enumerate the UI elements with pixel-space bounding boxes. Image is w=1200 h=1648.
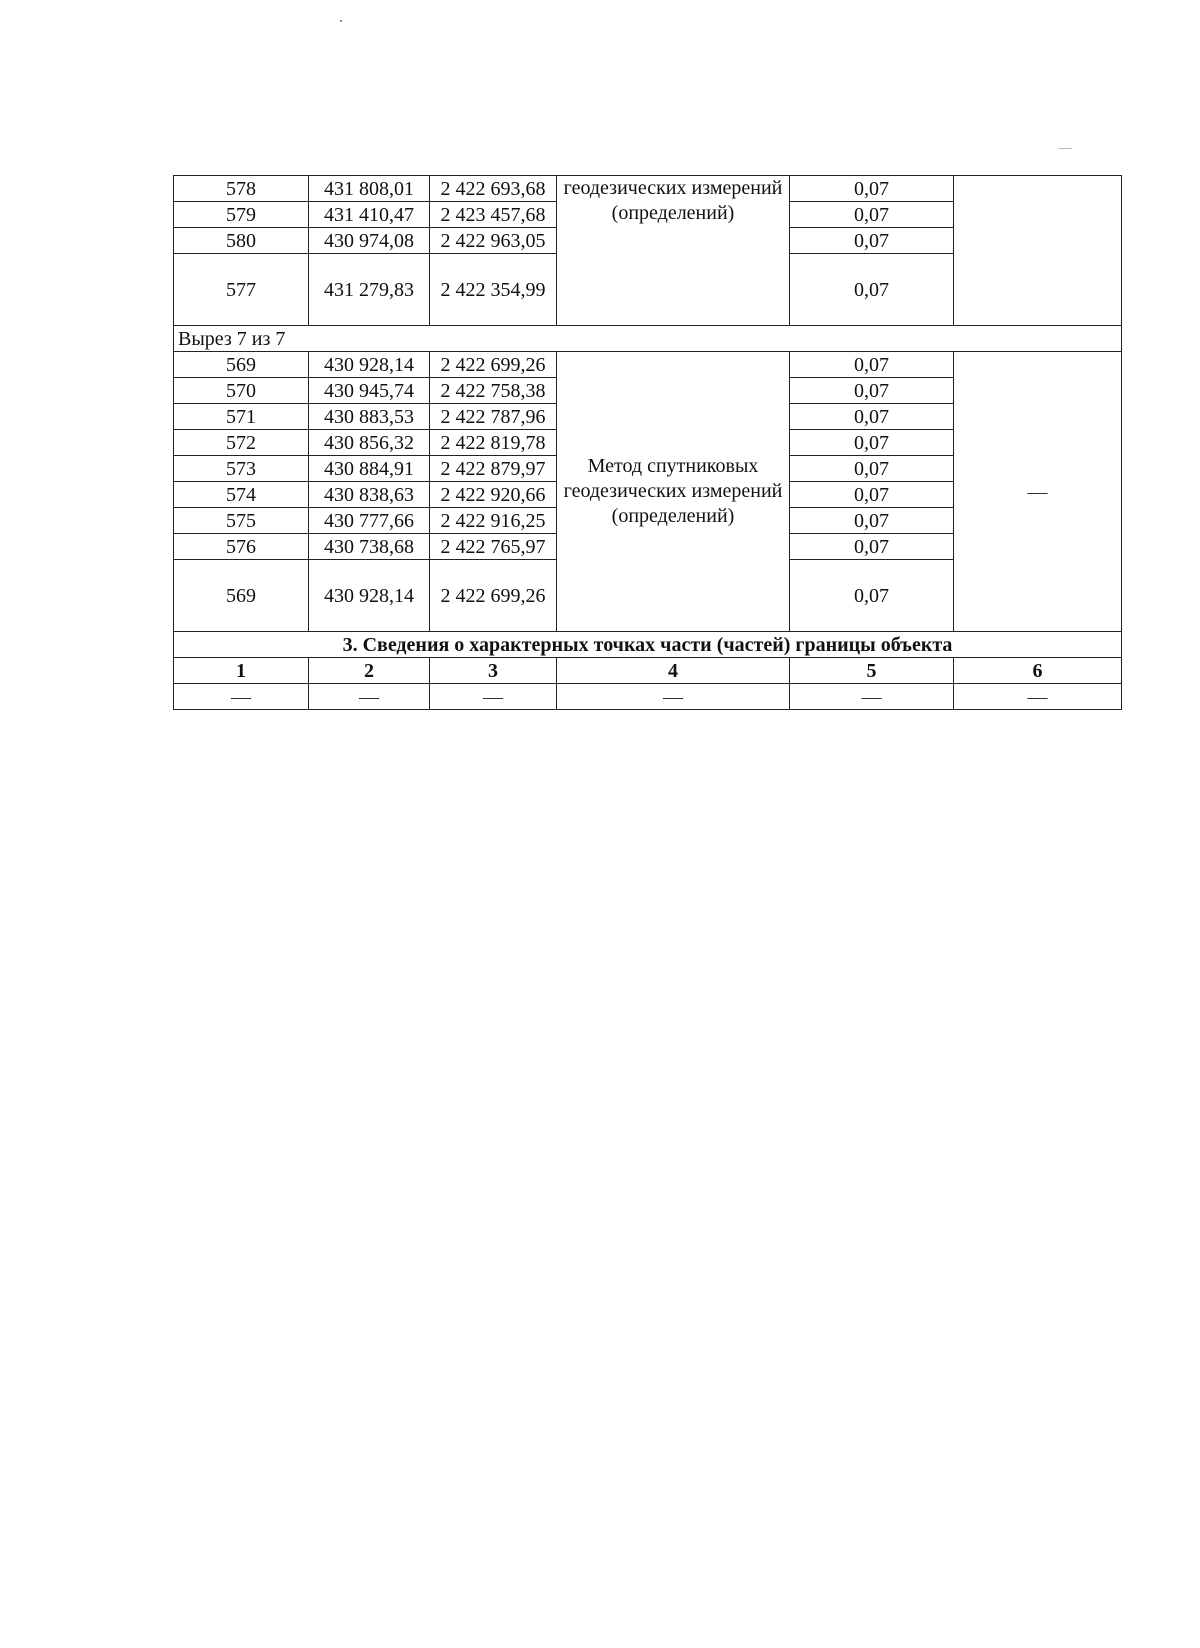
coord-y: 2 423 457,68: [430, 202, 557, 228]
coord-x: 431 279,83: [309, 254, 430, 326]
coord-x: 430 777,66: [309, 508, 430, 534]
coord-y: 2 422 699,26: [430, 560, 557, 632]
accuracy: 0,07: [790, 456, 954, 482]
coord-x: 430 883,53: [309, 404, 430, 430]
column-header: 2: [309, 658, 430, 684]
accuracy: 0,07: [790, 404, 954, 430]
coord-y: 2 422 963,05: [430, 228, 557, 254]
column-header: 3: [430, 658, 557, 684]
section3-title: 3. Сведения о характерных точках части (частей) границы объекта: [174, 632, 1122, 658]
column-header: 6: [954, 658, 1122, 684]
point-number: 570: [174, 378, 309, 404]
accuracy: 0,07: [790, 254, 954, 326]
coord-y: 2 422 693,68: [430, 176, 557, 202]
accuracy: 0,07: [790, 176, 954, 202]
method-cell: Метод спутниковых геодезических измерений (определений): [557, 352, 790, 632]
point-number: 571: [174, 404, 309, 430]
coord-x: 430 928,14: [309, 352, 430, 378]
accuracy: 0,07: [790, 560, 954, 632]
coord-y: 2 422 920,66: [430, 482, 557, 508]
coord-y: 2 422 787,96: [430, 404, 557, 430]
point-number: 575: [174, 508, 309, 534]
accuracy: 0,07: [790, 228, 954, 254]
coord-y: 2 422 879,97: [430, 456, 557, 482]
accuracy: 0,07: [790, 378, 954, 404]
section-title-row: [174, 632, 1122, 658]
point-number: 572: [174, 430, 309, 456]
accuracy: 0,07: [790, 508, 954, 534]
accuracy: 0,07: [790, 534, 954, 560]
scan-speck: [340, 20, 342, 22]
coord-x: 430 856,32: [309, 430, 430, 456]
coord-x: 430 945,74: [309, 378, 430, 404]
accuracy: 0,07: [790, 352, 954, 378]
point-number: 574: [174, 482, 309, 508]
coord-x: 430 738,68: [309, 534, 430, 560]
dash-cell: —: [557, 684, 790, 710]
coord-x: 430 838,63: [309, 482, 430, 508]
table-row: [174, 352, 1122, 378]
cutout-label: Вырез 7 из 7: [174, 326, 1122, 352]
point-number: 569: [174, 352, 309, 378]
section3-header-row: [174, 658, 1122, 684]
coord-x: 430 884,91: [309, 456, 430, 482]
point-number: 578: [174, 176, 309, 202]
dash-cell: —: [174, 684, 309, 710]
coord-x: 431 410,47: [309, 202, 430, 228]
method-cell: геодезических измерений (определений): [557, 176, 790, 326]
coordinates-table: [173, 175, 1122, 710]
column-header: 1: [174, 658, 309, 684]
coord-y: 2 422 765,97: [430, 534, 557, 560]
point-number: 573: [174, 456, 309, 482]
table-row: [174, 176, 1122, 202]
coord-x: 431 808,01: [309, 176, 430, 202]
coord-y: 2 422 916,25: [430, 508, 557, 534]
point-number: 577: [174, 254, 309, 326]
col6-empty: [954, 176, 1122, 326]
point-number: 569: [174, 560, 309, 632]
point-number: 576: [174, 534, 309, 560]
column-header: 5: [790, 658, 954, 684]
coord-y: 2 422 819,78: [430, 430, 557, 456]
cutout-row: [174, 326, 1122, 352]
point-number: 579: [174, 202, 309, 228]
accuracy: 0,07: [790, 430, 954, 456]
accuracy: 0,07: [790, 202, 954, 228]
dash-cell: —: [954, 684, 1122, 710]
dash-cell: —: [790, 684, 954, 710]
accuracy: 0,07: [790, 482, 954, 508]
coord-y: 2 422 354,99: [430, 254, 557, 326]
col6-dash: —: [954, 352, 1122, 632]
section3-data-row: [174, 684, 1122, 710]
column-header: 4: [557, 658, 790, 684]
coord-y: 2 422 699,26: [430, 352, 557, 378]
coord-y: 2 422 758,38: [430, 378, 557, 404]
dash-cell: —: [309, 684, 430, 710]
scan-mark: [1058, 148, 1072, 149]
coord-x: 430 928,14: [309, 560, 430, 632]
point-number: 580: [174, 228, 309, 254]
coord-x: 430 974,08: [309, 228, 430, 254]
dash-cell: —: [430, 684, 557, 710]
